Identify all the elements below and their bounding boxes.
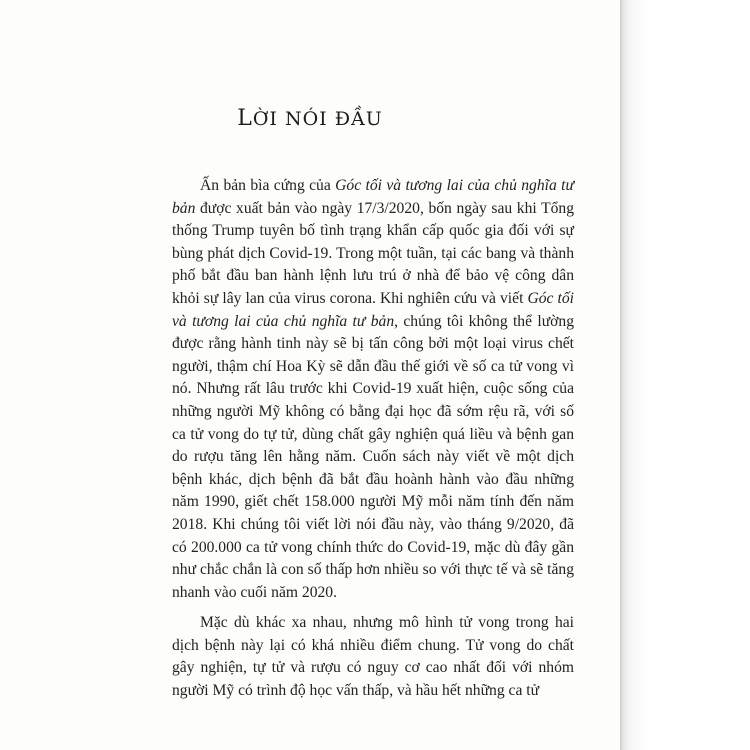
page-title	[0, 106, 620, 131]
body-text	[172, 175, 574, 703]
title-rest: ỜI NÓI ĐẦU	[252, 108, 383, 130]
book-title-italic: Góc tối và tương lai của chủ nghĩa tư bản	[172, 177, 574, 217]
paragraph-2: Mặc dù khác xa nhau, nhưng mô hình tử vong trong hai dịch bệnh này lại có khá nhiều điểm chung. Tử vong do chất gây nghiện, tự tử và rượu có nguy cơ cao nhất đối với nhóm người Mỹ có trình độ học vấn thấp, và hầu hết những ca tử	[172, 614, 574, 700]
book-title-italic: Góc tối và tương lai của chủ nghĩa tư bản	[172, 289, 574, 330]
paragraph-1-part-5: , chúng tôi không thể lường được rằng hành tinh này sẽ bị tấn công bởi một loại virus chết người, thậm chí Hoa Kỳ sẽ dẫn đầu thế giới về số ca tử vong vì nó. Nhưng rất lâu trước khi Covid-19 xuất hiện, cuộc sống của những người Mỹ không có bằng đại học đã sớm rệu rã, với số ca tử vong do tự tử, dùng chất gây nghiện quá liều và bệnh gan do rượu tăng lên hằng năm. Cuốn sách này viết về một dịch bệnh khác, dịch bệnh đã bắt đầu hoành hành vào đầu những năm 1990, giết chết 158.000 người Mỹ mỗi năm tính đến năm 2018. Khi chúng tôi viết lời nói đầu này, vào tháng 9/2020, đã có 200.000 ca tử vong chính thức do Covid-19, mặc dù đây gần như chắc chắn là con số thấp hơn nhiều so với thực tế và sẽ tăng nhanh vào cuối năm 2020.	[172, 312, 574, 601]
page-edge-shadow	[620, 0, 750, 750]
title-initial: L	[237, 106, 253, 131]
paragraph-1	[172, 175, 574, 604]
paragraph-1-part-3: được xuất bản vào ngày 17/3/2020, bốn ngày sau khi Tổng thống Trump tuyên bố tình trạng khẩn cấp quốc gia đối với sự bùng phát dịch Covid-19. Trong một tuần, tại các bang và thành phố bắt đầu ban hành lệnh lưu trú ở nhà để bảo vệ công dân khỏi sự lây lan của virus corona. Khi nghiên cứu và viết	[172, 199, 574, 307]
paragraph-1-part-1: Ấn bản bìa cứng của	[200, 177, 336, 194]
